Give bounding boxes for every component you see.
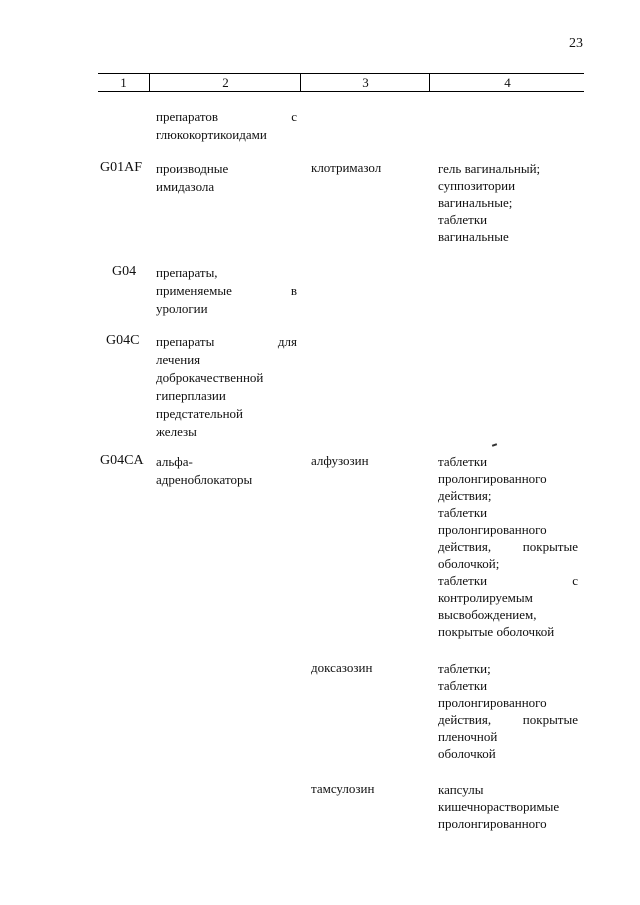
form-line: пленочной <box>438 729 498 744</box>
name-line: доброкачественной <box>156 370 264 385</box>
dosage-forms <box>438 660 578 762</box>
name-line: препараты, <box>156 265 218 280</box>
row-name <box>156 108 297 144</box>
name-line: гиперплазии <box>156 388 226 403</box>
row-name <box>156 264 297 318</box>
form-line: капсулы <box>438 782 484 797</box>
form-line: действия, покрытые <box>438 712 578 727</box>
name-line: глюкокортикоидами <box>156 127 267 142</box>
dosage-forms <box>438 160 578 245</box>
form-line: пролонгированного <box>438 522 547 537</box>
row-name <box>156 453 297 489</box>
header-col-3: 3 <box>300 74 430 91</box>
form-line: таблетки; <box>438 661 491 676</box>
name-line: препаратов с <box>156 109 297 124</box>
name-line: железы <box>156 424 197 439</box>
dosage-forms <box>438 453 578 640</box>
name-line: урологии <box>156 301 208 316</box>
form-line: оболочкой <box>438 746 496 761</box>
ingredient-name: доксазозин <box>311 660 373 675</box>
form-line: пролонгированного <box>438 471 547 486</box>
name-line: производные <box>156 161 229 176</box>
form-line: таблетки с <box>438 573 578 588</box>
atc-code: G04C <box>106 333 140 348</box>
form-line: вагинальные; <box>438 195 513 210</box>
header-col-1: 1 <box>120 75 127 90</box>
atc-code: G04CA <box>100 453 144 468</box>
name-line: альфа- <box>156 454 193 469</box>
form-line: покрытые оболочкой <box>438 624 555 639</box>
form-line: гель вагинальный; <box>438 161 541 176</box>
page-number: 23 <box>569 36 583 51</box>
form-line: пролонгированного <box>438 695 547 710</box>
form-line: действия; <box>438 488 492 503</box>
name-line: препараты для <box>156 334 297 349</box>
form-line: вагинальные <box>438 229 509 244</box>
atc-code: G01AF <box>100 160 143 175</box>
name-line: имидазола <box>156 179 215 194</box>
name-line: предстательной <box>156 406 243 421</box>
form-line: таблетки <box>438 212 488 227</box>
table-header <box>98 73 584 92</box>
form-line: таблетки <box>438 678 488 693</box>
ingredient-name: клотримазол <box>311 160 382 175</box>
form-line: пролонгированного <box>438 816 547 831</box>
row-name <box>156 333 297 441</box>
form-line: оболочкой; <box>438 556 500 571</box>
form-line: высвобождением, <box>438 607 537 622</box>
header-col-4: 4 <box>429 74 585 91</box>
stray-mark <box>492 443 497 447</box>
ingredient-name: алфузозин <box>311 453 369 468</box>
form-line: контролируемым <box>438 590 533 605</box>
row-name <box>156 160 297 196</box>
name-line: лечения <box>156 352 201 367</box>
name-line: применяемые в <box>156 283 297 298</box>
atc-code: G04 <box>112 264 137 279</box>
form-line: действия, покрытые <box>438 539 578 554</box>
form-line: суппозитории <box>438 178 516 193</box>
name-line: адреноблокаторы <box>156 472 253 487</box>
form-line: таблетки <box>438 505 488 520</box>
ingredient-name: тамсулозин <box>311 781 375 796</box>
form-line: таблетки <box>438 454 488 469</box>
dosage-forms <box>438 781 578 832</box>
form-line: кишечнорастворимые <box>438 799 560 814</box>
header-col-2: 2 <box>149 74 301 91</box>
